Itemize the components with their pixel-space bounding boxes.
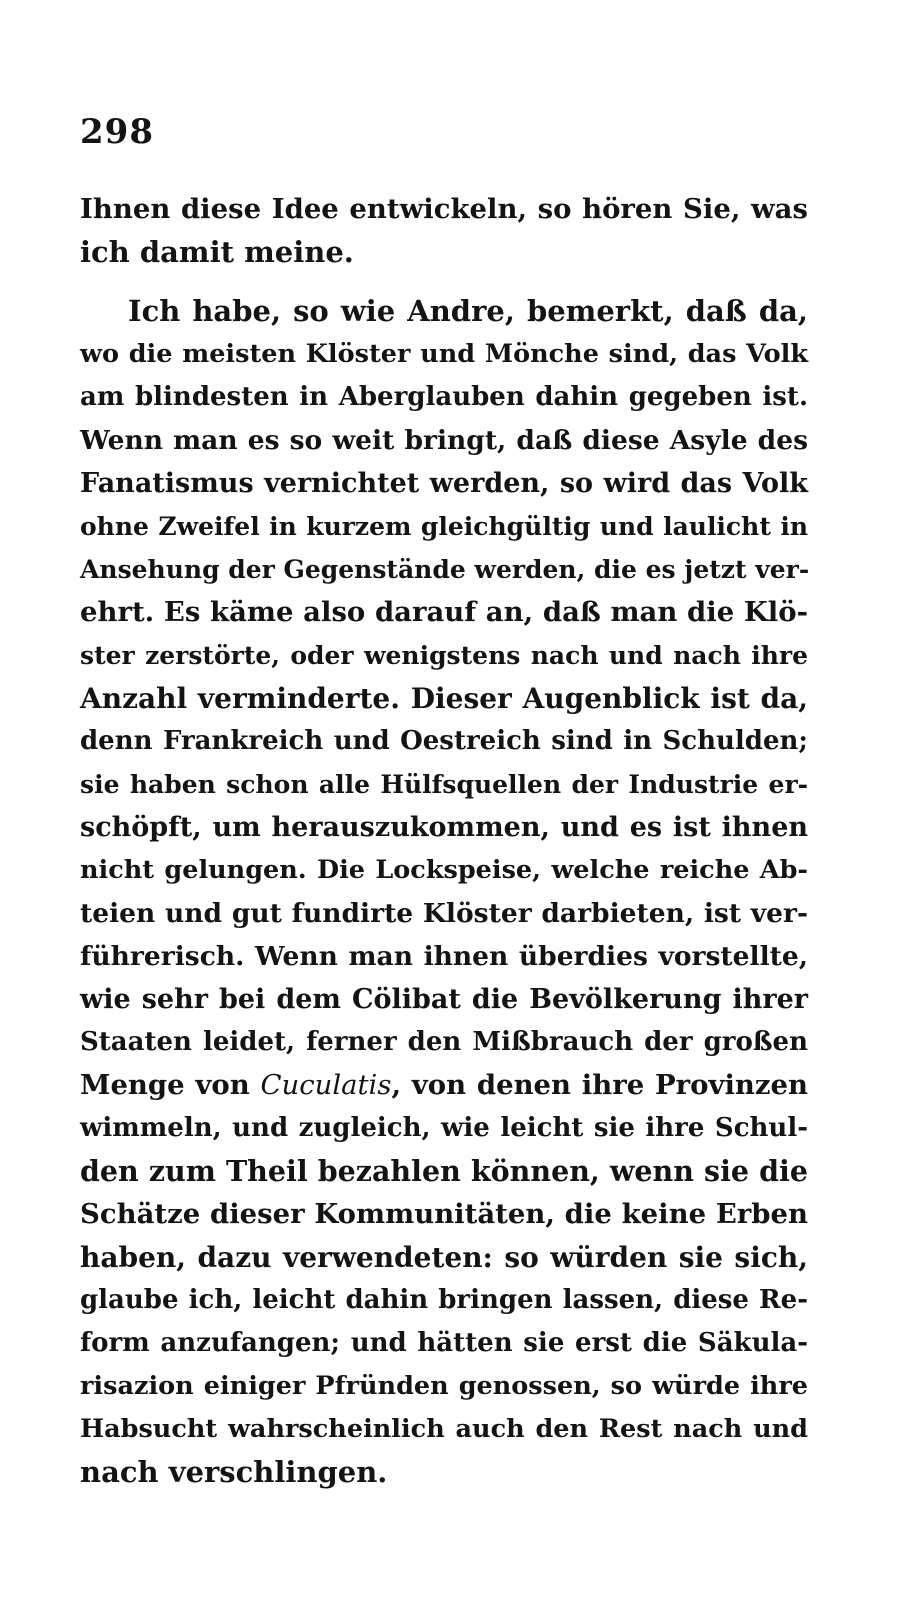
text-line: Ansehung der Gegenstände werden, die es jetzt ver- (80, 555, 810, 584)
text-line: nach verschlingen. (80, 1455, 388, 1489)
text-line: Wenn man es so weit bringt, daß diese Asyle des (80, 425, 808, 456)
text-line: den zum Theil bezahlen können, wenn sie die (80, 1154, 808, 1188)
text-line: ster zerstörte, oder wenigstens nach und nach ihre (80, 641, 808, 670)
text-line: ich damit meine. (80, 235, 354, 269)
paragraph-gap (80, 274, 808, 290)
text-line: nicht gelungen. Die Lockspeise, welche reiche Ab- (80, 855, 808, 885)
text-line: Habsucht wahrscheinlich auch den Rest nach und (80, 1414, 808, 1444)
text-segment: , von denen ihre Provinzen (391, 1069, 808, 1101)
body-text (80, 188, 808, 1494)
text-line: am blindesten in Aberglauben dahin gegeben ist. (80, 382, 808, 412)
text-segment: Menge von (80, 1069, 261, 1101)
text-line: Fanatismus vernichtet werden, so wird das Volk (80, 468, 808, 499)
paragraph-main (80, 290, 808, 1494)
latin-term: Cuculatis (260, 1069, 392, 1101)
text-line: glaube ich, leicht dahin bringen lassen, diese Re- (80, 1285, 808, 1315)
text-line: ohne Zweifel in kurzem gleichgültig und laulicht in (80, 512, 808, 541)
page-number: 298 (80, 112, 154, 152)
text-line: führerisch. Wenn man ihnen überdies vorstellte, (80, 941, 808, 972)
text-line: Ich habe, so wie Andre, bemerkt, daß da, (128, 294, 808, 328)
text-line: form anzufangen; und hätten sie erst die Säkula- (80, 1328, 808, 1358)
text-line: Anzahl verminderte. Dieser Augenblick ist da, (80, 682, 808, 715)
text-line: haben, dazu verwendeten: so würden sie sich, (80, 1241, 808, 1274)
text-line: schöpft, um herauszukommen, und es ist ihnen (80, 812, 808, 843)
text-line: Ihnen diese Idee entwickeln, so hören Sie, was (80, 193, 808, 225)
text-line: Staaten leidet, ferner den Mißbrauch der großen (80, 1027, 808, 1057)
text-line: wo die meisten Klöster und Mönche sind, das Volk (80, 339, 808, 369)
text-line: wie sehr bei dem Cölibat die Bevölkerung ihrer (80, 984, 808, 1015)
paragraph-continuation (80, 188, 808, 274)
text-line: denn Frankreich und Oestreich sind in Schulden; (80, 726, 808, 756)
text-line-cuculatis (80, 1064, 808, 1107)
text-line: teien und gut fundirte Klöster darbieten, ist ver- (80, 898, 808, 929)
text-line: risazion einiger Pfründen genossen, so würde ihre (80, 1371, 808, 1401)
text-line: ehrt. Es käme also darauf an, daß man die Klö- (80, 596, 808, 628)
text-line: wimmeln, und zugleich, wie leicht sie ihre Schul- (80, 1113, 808, 1143)
text-line: sie haben schon alle Hülfsquellen der Industrie er- (80, 770, 808, 799)
text-line: Schätze dieser Kommunitäten, die keine Erben (80, 1198, 808, 1230)
